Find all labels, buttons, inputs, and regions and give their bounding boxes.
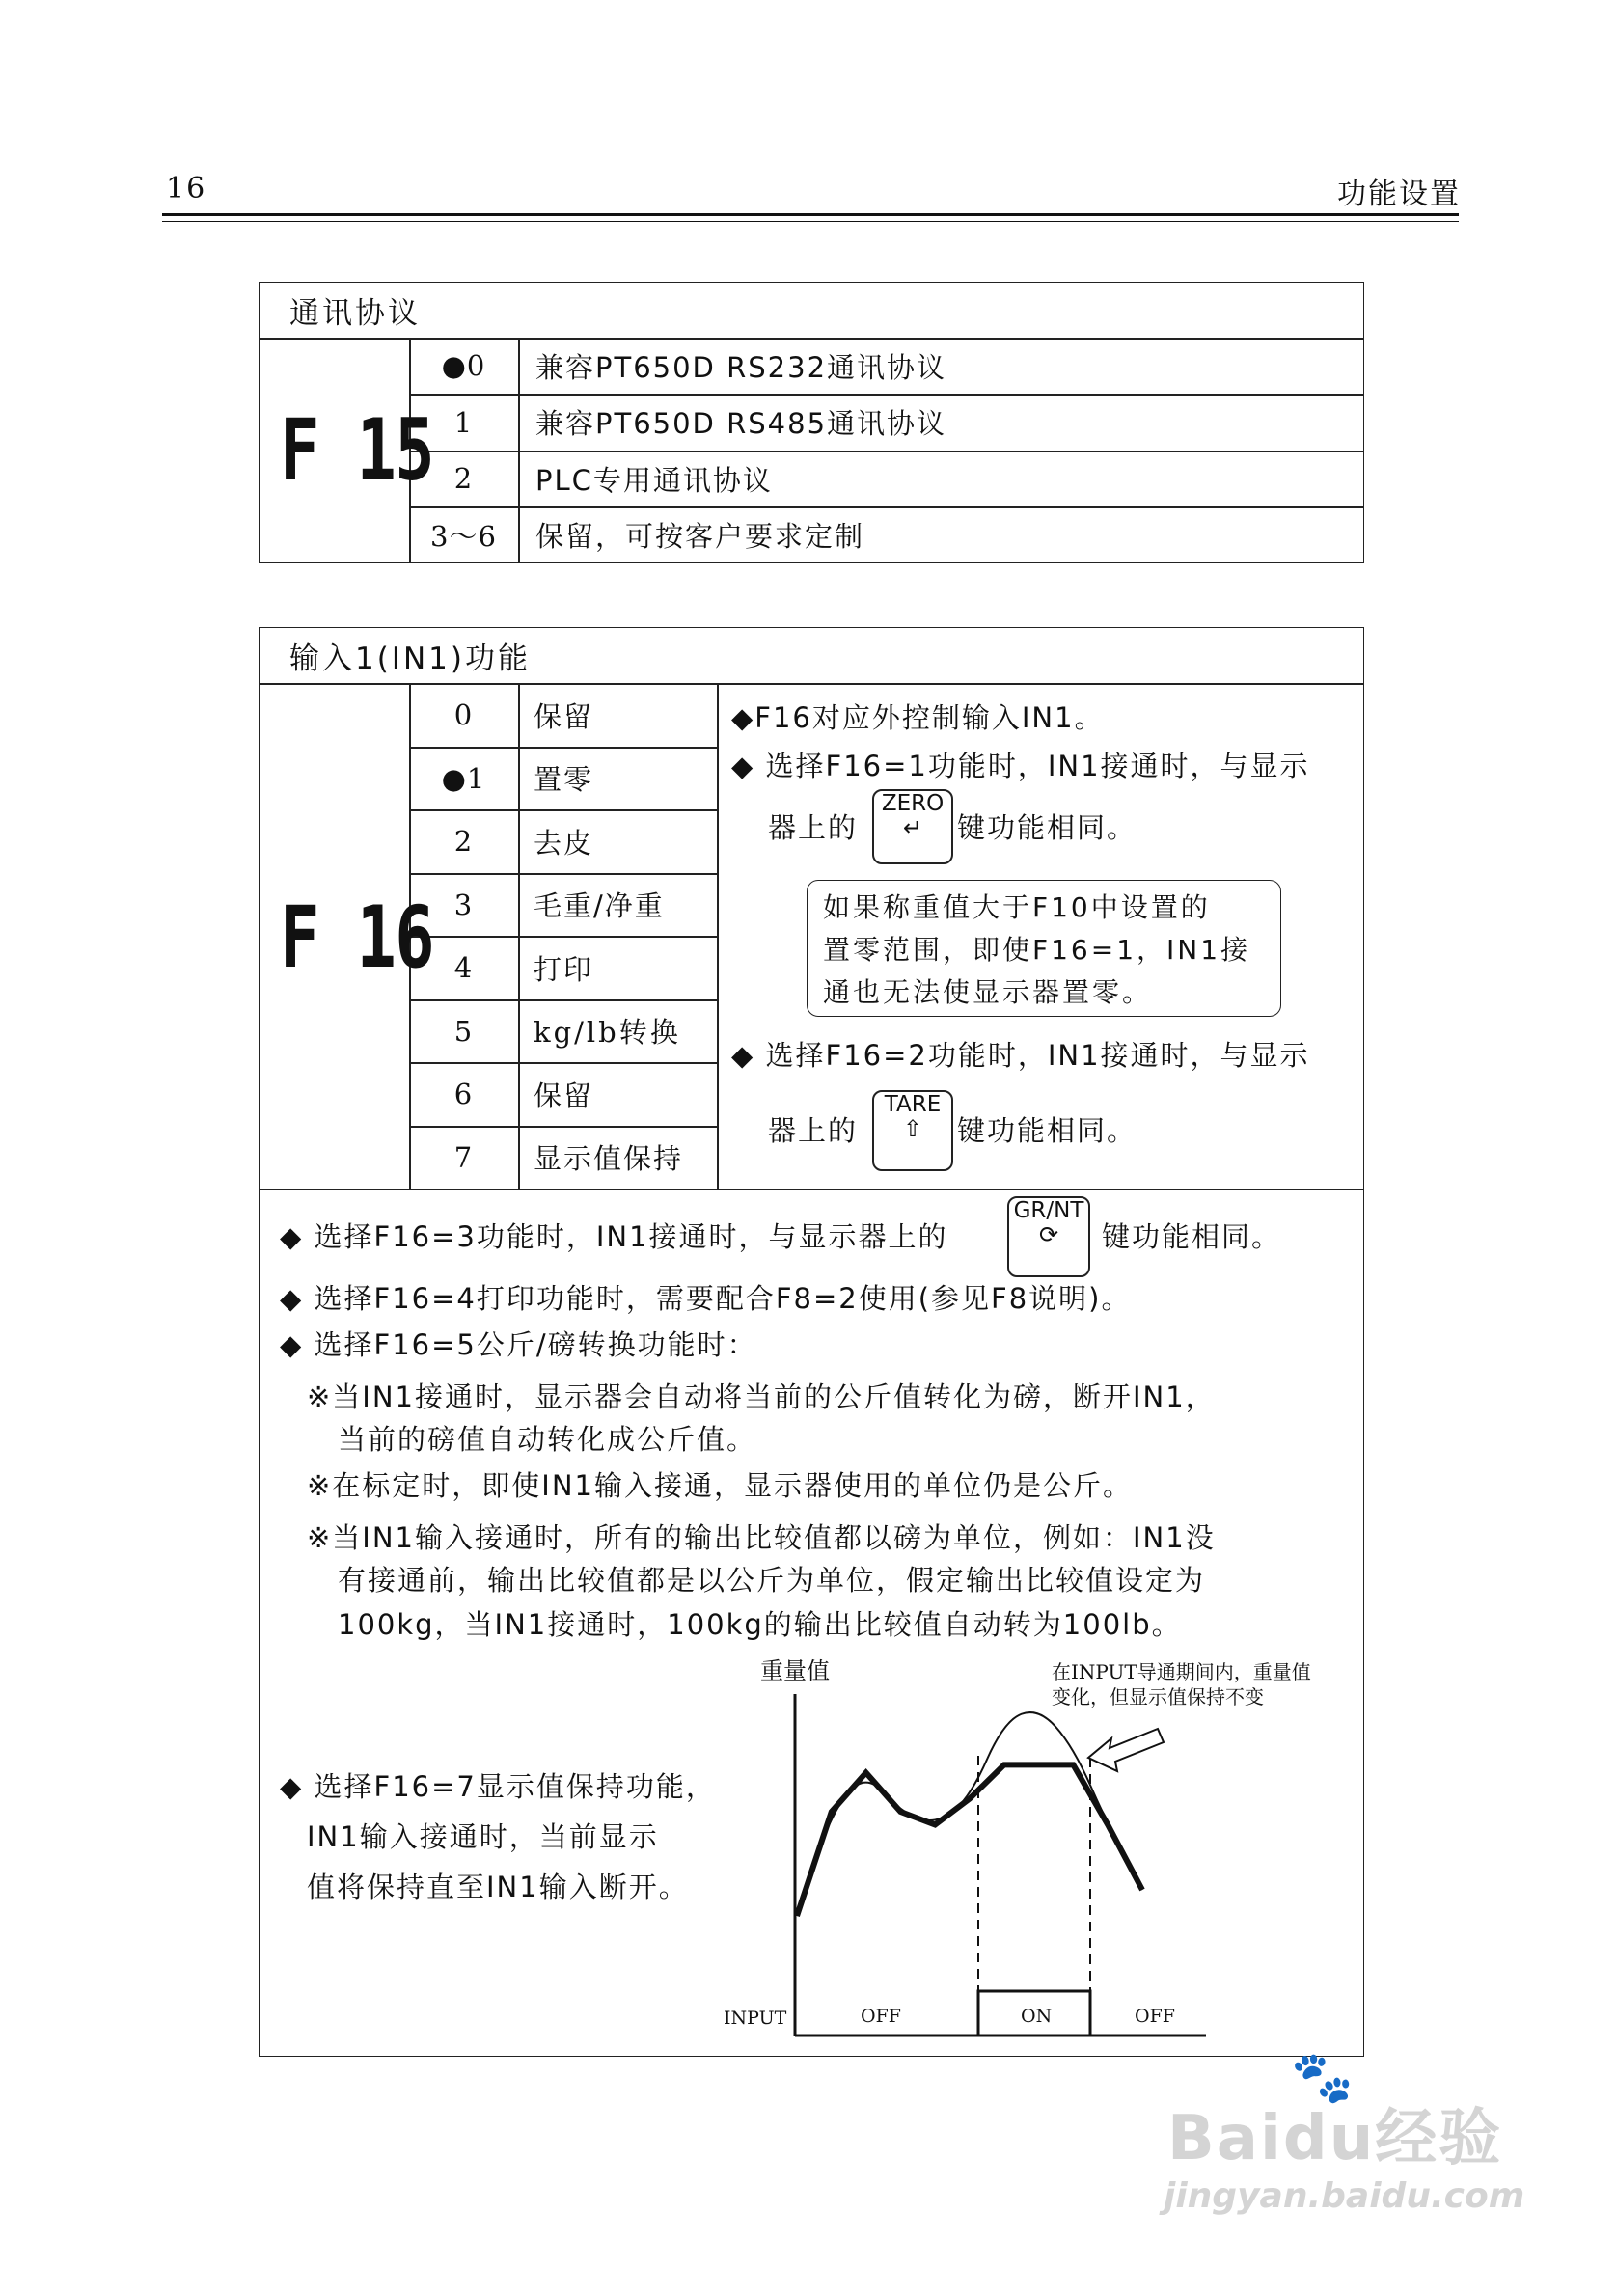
input-state-off: OFF <box>1135 2006 1175 2027</box>
f16-option1-post: 键功能相同。 <box>957 811 1137 844</box>
enter-icon: ↵ <box>902 814 923 841</box>
f16-option5-text: ◆ 选择F16=5公斤/磅转换功能时： <box>280 1328 757 1361</box>
watermark-url: jingyan.baidu.com <box>1164 2176 1525 2216</box>
f16-row-desc: 保留 <box>534 699 594 733</box>
f15-row-desc: 保留，可按客户要求定制 <box>535 520 865 553</box>
paw-icon: 🐾 <box>1291 2049 1354 2107</box>
f15-row-value: 3～6 <box>430 520 497 553</box>
f16-option2-pre: 器上的 <box>768 1114 859 1147</box>
f16-option5-note2: ※在标定时，即使IN1输入接通，显示器使用的单位仍是公斤。 <box>307 1469 1133 1502</box>
header-rule-thin <box>162 221 1459 222</box>
chart-annotation: 变化，但显示值保持不变 <box>1052 1685 1264 1708</box>
f16-row-value: 6 <box>453 1078 474 1110</box>
f16-option2-text: ◆ 选择F16=2功能时，IN1接通时，与显示 <box>731 1039 1310 1072</box>
f16-option5-note1-cont: 当前的磅值自动转化成公斤值。 <box>338 1423 757 1456</box>
f16-row-desc: 置零 <box>534 763 594 796</box>
f16-option7-text-cont: IN1输入接通时，当前显示 <box>307 1820 659 1853</box>
f16-row-desc: 保留 <box>534 1079 594 1112</box>
f16-option4-text: ◆ 选择F16=4打印功能时，需要配合F8=2使用(参见F8说明)。 <box>280 1282 1132 1315</box>
f16-row-value: ●1 <box>441 761 486 795</box>
f16-option1-pre: 器上的 <box>768 811 859 844</box>
note-line: 如果称重值大于F10中设置的 <box>823 891 1211 923</box>
f15-row-desc: 兼容PT650D RS232通讯协议 <box>535 350 947 384</box>
f16-option5-note3: ※当IN1输入接通时，所有的输出比较值都以磅为单位，例如：IN1没 <box>307 1521 1216 1554</box>
watermark-brand: Baidu经验 <box>1167 2103 1503 2174</box>
header-rule <box>162 213 1459 216</box>
page-number: 16 <box>166 172 207 205</box>
y-axis-label: 重量值 <box>760 1657 830 1684</box>
f16-option3-post: 键功能相同。 <box>1102 1220 1282 1253</box>
note-line: 通也无法使显示器置零。 <box>823 976 1153 1008</box>
note-line: 置零范围，即使F16=1，IN1接 <box>823 934 1251 966</box>
divider <box>259 1189 1364 1190</box>
f15-code: F 15 <box>280 400 434 500</box>
f16-option2-post: 键功能相同。 <box>957 1114 1137 1147</box>
grnt-key-label: GR/NT <box>1013 1198 1084 1223</box>
f16-option7-text: ◆ 选择F16=7显示值保持功能， <box>280 1770 716 1803</box>
input-state-off: OFF <box>861 2006 901 2027</box>
zero-key <box>872 789 953 864</box>
f16-row-value: 4 <box>453 951 474 984</box>
f15-row-value: ●0 <box>441 349 486 382</box>
zero-key-label: ZERO <box>881 791 945 816</box>
input-state-on: ON <box>1021 2006 1053 2027</box>
f16-option1-text: ◆ 选择F16=1功能时，IN1接通时，与显示 <box>731 750 1310 782</box>
f15-row-value: 2 <box>453 462 474 495</box>
f16-option5-note3-cont: 有接通前，输出比较值都是以公斤为单位，假定输出比较值设定为 <box>338 1564 1206 1597</box>
page-section-title: 功能设置 <box>1337 178 1461 211</box>
f15-title: 通讯协议 <box>289 295 421 331</box>
f16-row-value: 0 <box>453 698 474 731</box>
f16-row-desc: 毛重/净重 <box>534 889 665 922</box>
f16-option5-note1: ※当IN1接通时，显示器会自动将当前的公斤值转化为磅，断开IN1， <box>307 1380 1216 1413</box>
f15-row-desc: 兼容PT650D RS485通讯协议 <box>535 407 947 440</box>
arrow-icon <box>1088 1729 1164 1771</box>
tare-icon: ⇧ <box>902 1115 923 1142</box>
f16-zero-note <box>807 880 1281 1017</box>
f16-row-desc: 去皮 <box>534 826 594 860</box>
f16-row-desc: kg/lb转换 <box>534 1016 681 1049</box>
hold-chart <box>714 1650 1311 2045</box>
f15-row-desc: PLC专用通讯协议 <box>535 463 773 497</box>
f16-row-desc: 显示值保持 <box>534 1142 684 1175</box>
chart-annotation: 在INPUT导通期间内，重量值 <box>1052 1660 1311 1683</box>
grnt-icon: ⟳ <box>1038 1221 1059 1248</box>
f16-row-value: 2 <box>453 825 474 858</box>
tare-key <box>872 1090 953 1171</box>
f16-option5-note3-cont: 100kg，当IN1接通时，100kg的输出比较值自动转为100lb。 <box>338 1608 1182 1641</box>
x-axis-label: INPUT <box>724 2008 787 2029</box>
f15-row-value: 1 <box>453 405 474 439</box>
f16-row-desc: 打印 <box>534 952 594 986</box>
f16-row-value: 3 <box>453 888 474 921</box>
tare-key-label: TARE <box>884 1092 942 1117</box>
f16-title: 输入1(IN1)功能 <box>289 641 531 676</box>
f16-option3-text: ◆ 选择F16=3功能时，IN1接通时，与显示器上的 <box>280 1220 948 1253</box>
f16-code: F 16 <box>280 888 434 987</box>
grnt-key <box>1007 1196 1090 1277</box>
f16-row-value: 7 <box>453 1140 474 1174</box>
f16-row-value: 5 <box>453 1014 474 1048</box>
f16-option7-text-cont: 值将保持直至IN1输入断开。 <box>307 1871 689 1903</box>
f16-intro: ◆F16对应外控制输入IN1。 <box>731 701 1105 734</box>
